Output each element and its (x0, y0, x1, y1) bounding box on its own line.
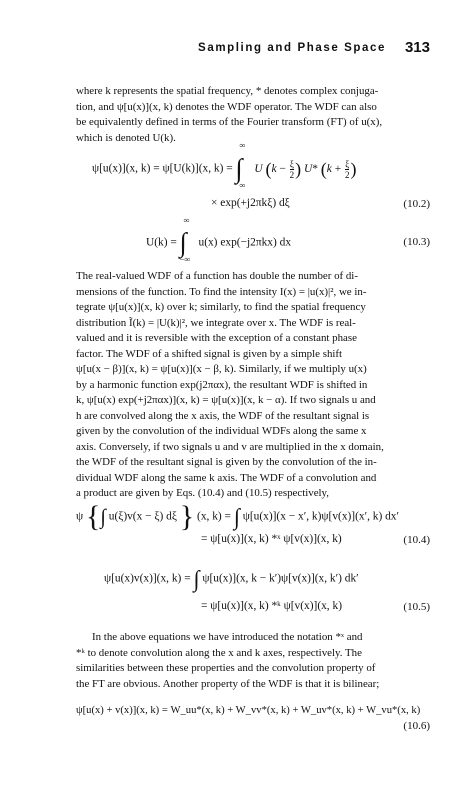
text-line: valued and it is reversible with the exception of a constant phase (76, 332, 357, 344)
equation-continuation: × exp(+j2πkξ) dξ (211, 197, 290, 209)
integral-upper-limit: ∞ (239, 140, 246, 150)
integral-lower-limit: ∞ (239, 180, 246, 190)
paragraph-intro (76, 84, 430, 146)
integral-sign: ∫ (179, 227, 187, 258)
text-line: similarities between these properties and the convolution property of (76, 662, 376, 674)
text-line: k, ψ[u(x) exp(+j2παx)](x, k) = ψ[u(x)](x, k − α). If two signals u and (76, 394, 376, 406)
integral-sign: ∫ (233, 503, 240, 530)
running-title: Sampling and Phase Space (198, 42, 386, 54)
text-line: The real-valued WDF of a function has double the number of di- (76, 270, 358, 282)
text-line: axis. Conversely, if two signals u and v are multiplied in the x domain, (76, 440, 384, 453)
text-line: the WDF of the resultant signal is given by the convolution of the in- (76, 456, 377, 468)
text-line: *ᵏ to denote convolution along the x and k axes, respectively. The (76, 646, 362, 659)
integral-lower-limit: −∞ (179, 254, 191, 264)
equation-body: ψ[u(x) + v(x)](x, k) = W_uu*(x, k) + W_vv*(x, k) + W_uv*(x, k) + W_vu*(x, k) (76, 705, 421, 716)
equation-rhs-line2: = ψ[u(x)](x, k) *ˣ ψ[v(x)](x, k) (201, 533, 342, 545)
equation-integrand: U (k − $\frac{\xi}{2}$ ) U* (k + $\frac{\xi}{2}$ ) (254, 158, 357, 180)
text-line: where k represents the spatial frequency, * denotes complex conjuga- (76, 85, 379, 97)
equation-rhs-line2: = ψ[u(x)](x, k) *ᵏ ψ[v(x)](x, k) (201, 600, 342, 612)
equation-rhs: u(x) exp(−j2πkx) dx (198, 236, 292, 249)
equation-lhs-inner: u(ξ)v(x − ξ) dξ (108, 510, 177, 523)
text-line: by a harmonic function exp(j2παx), the resultant WDF is shifted in (76, 378, 368, 391)
integral-upper-limit: ∞ (183, 215, 190, 225)
page-header (76, 39, 430, 64)
text-line: factor. The WDF of a shifted signal is given by a simple shift (76, 347, 343, 360)
equation-lhs-tail: (x, k) = (197, 510, 231, 523)
text-line: tion, and ψ[u(x)](x, k) denotes the WDF operator. The WDF can also (76, 100, 377, 113)
wdf-operator-symbol: ψ (76, 510, 84, 523)
text-line: mensions of the function. To find the intensity I(x) = |u(x)|², we in- (76, 285, 367, 298)
integral-sign: ∫ (193, 565, 200, 592)
equation-lhs: ψ[u(x)v(x)](x, k) = (104, 572, 191, 585)
equation-rhs: ψ[u(x)](x − x′, k)ψ[v(x)](x′, k) dx′ (242, 510, 399, 523)
text-line: which is denoted U(k). (76, 131, 176, 144)
text-line: tegrate ψ[u(x)](x, k) over k; similarly, to find the spatial frequency (76, 301, 366, 313)
text-line: a product are given by Eqs. (10.4) and (10.5) respectively, (76, 487, 330, 499)
text-line: In the above equations we have introduced the notation *ˣ and (92, 631, 363, 643)
text-line: given by the convolution of the individual WDFs along the same x (76, 425, 367, 437)
text-line: h are convolved along the x axis, the WDF of the resultant signal is (76, 409, 370, 422)
text-line: distribution Ĩ(k) = |U(k)|², we integrate over x. The WDF is real- (76, 316, 356, 329)
text-line: dividual WDF along the same k axis. The WDF of a convolution and (76, 471, 377, 484)
equation-number: (10.2) (403, 198, 430, 210)
integral-sign: ∫ (235, 153, 243, 184)
equation-lhs: ψ[u(x)](x, k) = ψ[U(k)](x, k) = (92, 162, 233, 175)
page-number: 313 (404, 39, 430, 56)
text-line: be equivalently defined in terms of the Fourier transform (FT) of u(x), (76, 116, 383, 128)
equation-number: (10.6) (403, 720, 430, 732)
equation-number: (10.4) (403, 534, 430, 546)
paragraph-properties (76, 269, 430, 502)
equation-lhs: U(k) = (146, 236, 177, 249)
paragraph-notation (76, 630, 430, 692)
equation-rhs: ψ[u(x)](x, k − k′)ψ[v(x)](x, k′) dk′ (202, 572, 359, 585)
text-line: ψ[u(x − β)](x, k) = ψ[u(x)](x − β, k). Similarly, if we multiply u(x) (76, 363, 367, 375)
text-line: the FT are obvious. Another property of the WDF is that it is bilinear; (76, 677, 380, 690)
equation-number: (10.3) (403, 236, 430, 248)
equation-number: (10.5) (403, 601, 430, 613)
